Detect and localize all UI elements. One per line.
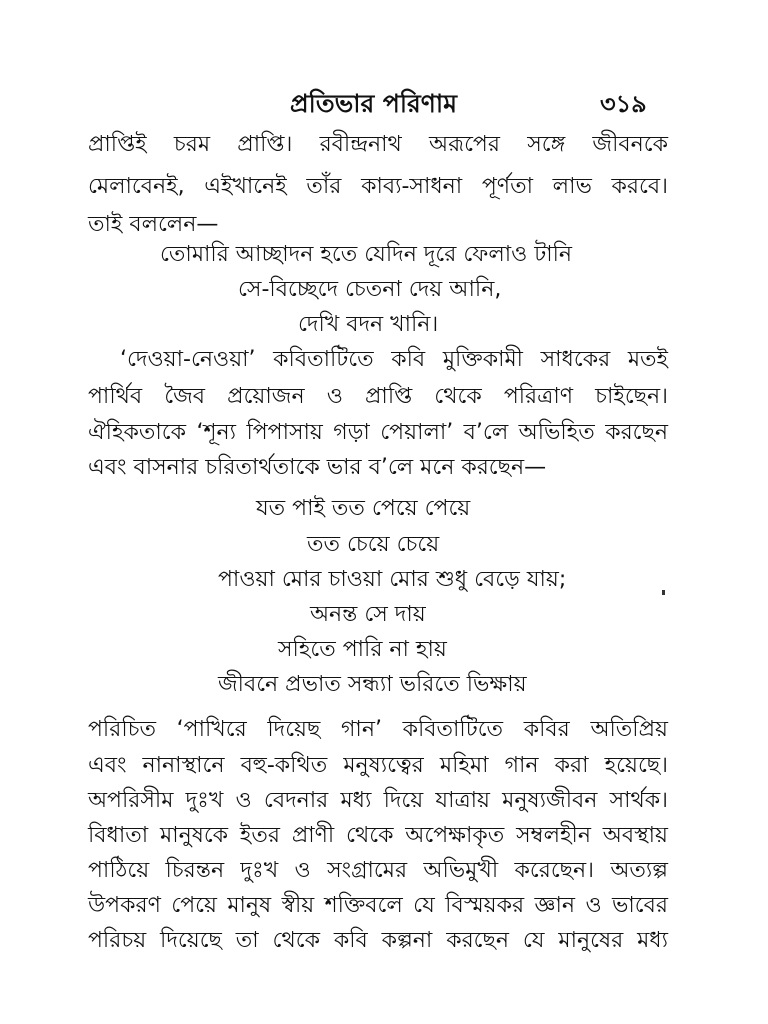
verse-line: জীবনে প্রভাত সন্ধ্যা ভরিতে ভিক্ষায় xyxy=(218,672,527,697)
verse-line: তোমারি আচ্ছাদন হতে যেদিন দূরে ফেলাও টানি xyxy=(160,242,573,267)
verse-line: সে-বিচ্ছেদে চেতনা দেয় আনি, xyxy=(238,277,502,302)
verse-line: অনন্ত সে দায় xyxy=(310,602,426,627)
paragraph-line: ঐহিকতাকে ‘শূন্য পিপাসায় গড়া পেয়ালা’ ব’লে অভিহিত করছেন xyxy=(88,420,668,445)
page-number: ৩১৯ xyxy=(600,90,647,118)
margin-mark xyxy=(662,590,665,595)
page-header-title: প্রতিভার পরিণাম xyxy=(290,89,458,118)
paragraph-line: ‘দেওয়া-নেওয়া’ কবিতাটিতে কবি মুক্তিকামী সাধকের মতই xyxy=(120,347,668,372)
paragraph-line: তাই বললেন— xyxy=(88,212,219,237)
verse-line: যত পাই তত পেয়ে পেয়ে xyxy=(256,496,471,521)
verse-line: পাওয়া মোর চাওয়া মোর শুধু বেড়ে যায়; xyxy=(218,567,567,592)
verse-line: দেখি বদন খানি। xyxy=(298,312,439,337)
paragraph-line: উপকরণ পেয়ে মানুষ স্বীয় শক্তিবলে যে বিস্ময়কর জ্ঞান ও ভাবের xyxy=(88,893,668,918)
paragraph-line: অপরিসীম দুঃখ ও বেদনার মধ্য দিয়ে যাত্রায় মনুষ্যজীবন সার্থক। xyxy=(88,788,668,813)
verse-line: সহিতে পারি না হায় xyxy=(278,637,447,662)
paragraph-line: পাঠিয়ে চিরন্তন দুঃখ ও সংগ্রামের অভিমুখী করেছেন। অত্যল্প xyxy=(88,858,668,883)
paragraph-line: পরিচিত ‘পাখিরে দিয়েছ গান’ কবিতাটিতে কবির অতিপ্রিয় xyxy=(88,717,668,742)
paragraph-line: এবং বাসনার চরিতার্থতাকে ভার ব’লে মনে করছেন— xyxy=(88,455,547,480)
paragraph-line: এবং নানাস্থানে বহু-কথিত মনুষ্যত্বের মহিমা গান করা হয়েছে। xyxy=(88,753,668,778)
paragraph-line: বিধাতা মানুষকে ইতর প্রাণী থেকে অপেক্ষাকৃত সম্বলহীন অবস্থায় xyxy=(88,823,668,848)
paragraph-line: মেলাবেনই, এইখানেই তাঁর কাব্য-সাধনা পূর্ণতা লাভ করবে। xyxy=(88,174,668,199)
paragraph-line: পার্থিব জৈব প্রয়োজন ও প্রাপ্তি থেকে পরিত্রাণ চাইছেন। xyxy=(88,384,668,409)
paragraph-line: পরিচয় দিয়েছে তা থেকে কবি কল্পনা করছেন যে মানুষের মধ্য xyxy=(88,928,668,953)
verse-line: তত চেয়ে চেয়ে xyxy=(307,532,440,557)
paragraph-line: প্রাপ্তিই চরম প্রাপ্তি। রবীন্দ্রনাথ অরূপের সঙ্গে জীবনকে xyxy=(88,132,668,157)
